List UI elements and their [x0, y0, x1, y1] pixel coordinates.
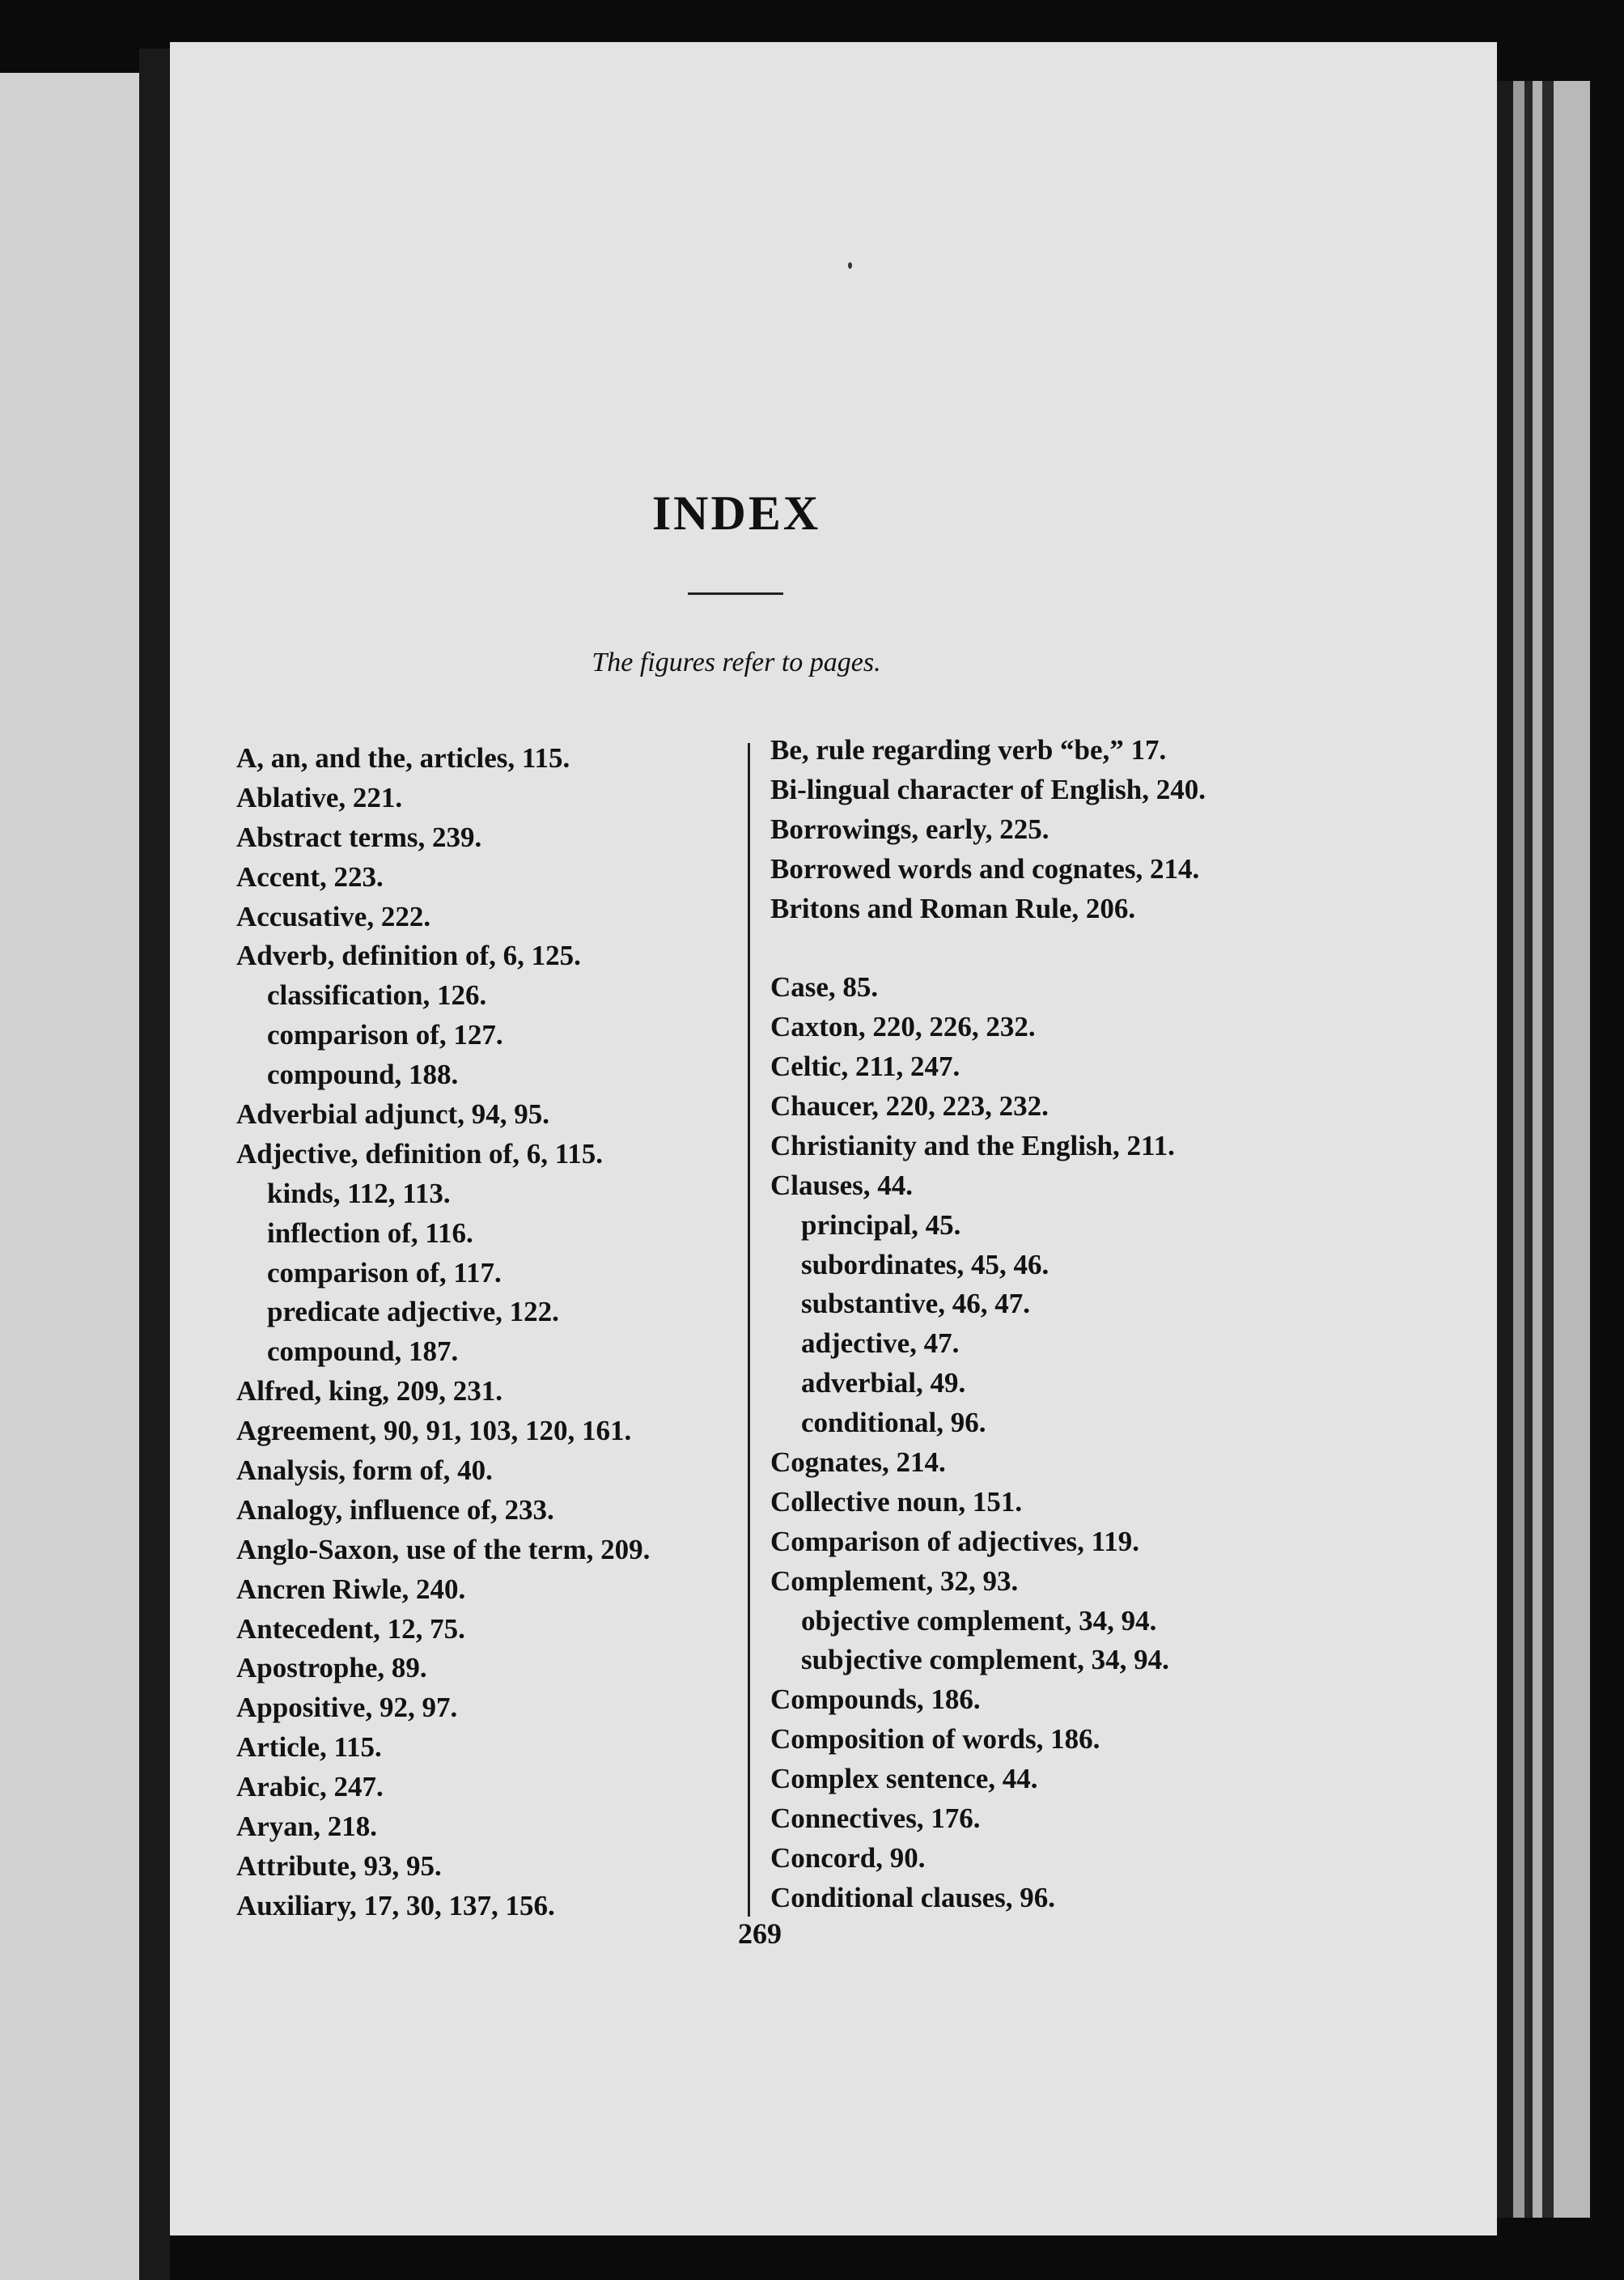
- index-note: The figures refer to pages.: [592, 647, 881, 677]
- index-entry: Article, 115.: [236, 1731, 382, 1764]
- index-entry: Conditional clauses, 96.: [770, 1881, 1055, 1913]
- index-entry: Cognates, 214.: [770, 1446, 946, 1479]
- index-column-right: [770, 731, 1206, 1918]
- index-subentry: inflection of, 116.: [267, 1216, 473, 1249]
- page-number: 269: [738, 1917, 782, 1950]
- index-subentry: principal, 45.: [801, 1208, 961, 1241]
- index-entry: Complex sentence, 44.: [770, 1763, 1038, 1795]
- background-strip: [1554, 81, 1590, 2218]
- index-entry: Comparison of adjectives, 119.: [770, 1525, 1139, 1557]
- column-divider: [748, 743, 750, 1917]
- title-rule: [688, 592, 783, 595]
- index-subentry: substantive, 46, 47.: [801, 1288, 1030, 1320]
- index-subentry: objective complement, 34, 94.: [801, 1604, 1157, 1637]
- index-entry: Abstract terms, 239.: [236, 821, 482, 853]
- index-subentry: conditional, 96.: [801, 1407, 986, 1439]
- index-entry: Attribute, 93, 95.: [236, 1849, 442, 1882]
- index-entry: Arabic, 247.: [236, 1771, 384, 1803]
- index-entry: Auxiliary, 17, 30, 137, 156.: [236, 1889, 555, 1921]
- index-entry: Christianity and the English, 211.: [770, 1129, 1175, 1161]
- page-title: INDEX: [651, 486, 821, 540]
- index-entry: Britons and Roman Rule, 206.: [770, 892, 1136, 924]
- index-entry: Case, 85.: [770, 971, 879, 1004]
- index-spacer: [770, 928, 1206, 968]
- index-subentry: adverbial, 49.: [801, 1367, 966, 1399]
- index-entry: Chaucer, 220, 223, 232.: [770, 1090, 1049, 1123]
- index-entry: Anglo-Saxon, use of the term, 209.: [236, 1533, 651, 1565]
- index-entry: Borrowed words and cognates, 214.: [770, 852, 1200, 885]
- index-subentry: subjective complement, 34, 94.: [801, 1644, 1169, 1676]
- index-subentry: compound, 187.: [267, 1335, 459, 1368]
- index-entry: Ancren Riwle, 240.: [236, 1573, 466, 1605]
- index-subentry: comparison of, 117.: [267, 1256, 502, 1289]
- index-entry: Ablative, 221.: [236, 781, 403, 813]
- index-entry: Compounds, 186.: [770, 1683, 981, 1716]
- index-column-left: [236, 739, 650, 1926]
- index-entry: Celtic, 211, 247.: [770, 1051, 960, 1083]
- index-entry: Adjective, definition of, 6, 115.: [236, 1137, 604, 1170]
- index-entry: Aryan, 218.: [236, 1811, 378, 1843]
- index-entry: Accent, 223.: [236, 860, 384, 893]
- index-entry: Be, rule regarding verb “be,” 17.: [770, 734, 1167, 766]
- index-subentry: adjective, 47.: [801, 1327, 960, 1360]
- index-subentry: compound, 188.: [267, 1059, 459, 1091]
- index-entry: Composition of words, 186.: [770, 1723, 1100, 1756]
- index-subentry: comparison of, 127.: [267, 1019, 503, 1051]
- index-entry: Accusative, 222.: [236, 900, 431, 932]
- index-subentry: kinds, 112, 113.: [267, 1177, 451, 1209]
- index-entry: Agreement, 90, 91, 103, 120, 161.: [236, 1415, 632, 1447]
- index-subentry: predicate adjective, 122.: [267, 1296, 559, 1328]
- index-entry: Antecedent, 12, 75.: [236, 1612, 465, 1645]
- index-entry: Alfred, king, 209, 231.: [236, 1375, 502, 1407]
- page-stack-edge: [1497, 81, 1554, 2218]
- index-entry: Analysis, form of, 40.: [236, 1454, 493, 1487]
- index-entry: Appositive, 92, 97.: [236, 1692, 458, 1724]
- book-gutter: [139, 49, 170, 2280]
- index-entry: Analogy, influence of, 233.: [236, 1493, 554, 1526]
- index-entry: Borrowings, early, 225.: [770, 813, 1049, 845]
- index-entry: Adverbial adjunct, 94, 95.: [236, 1098, 549, 1131]
- index-entry: A, an, and the, articles, 115.: [236, 742, 570, 774]
- index-entry: Complement, 32, 93.: [770, 1565, 1019, 1597]
- index-entry: Apostrophe, 89.: [236, 1652, 427, 1684]
- index-entry: Clauses, 44.: [770, 1169, 913, 1201]
- index-subentry: subordinates, 45, 46.: [801, 1248, 1049, 1280]
- paper-speck: [848, 262, 852, 269]
- index-entry: Bi-lingual character of English, 240.: [770, 773, 1206, 805]
- index-entry: Collective noun, 151.: [770, 1485, 1023, 1518]
- index-entry: Caxton, 220, 226, 232.: [770, 1011, 1036, 1043]
- index-entry: Concord, 90.: [770, 1841, 926, 1874]
- index-entry: Adverb, definition of, 6, 125.: [236, 940, 581, 972]
- index-subentry: classification, 126.: [267, 979, 487, 1012]
- facing-page-edge: [0, 73, 146, 2280]
- index-entry: Connectives, 176.: [770, 1802, 981, 1835]
